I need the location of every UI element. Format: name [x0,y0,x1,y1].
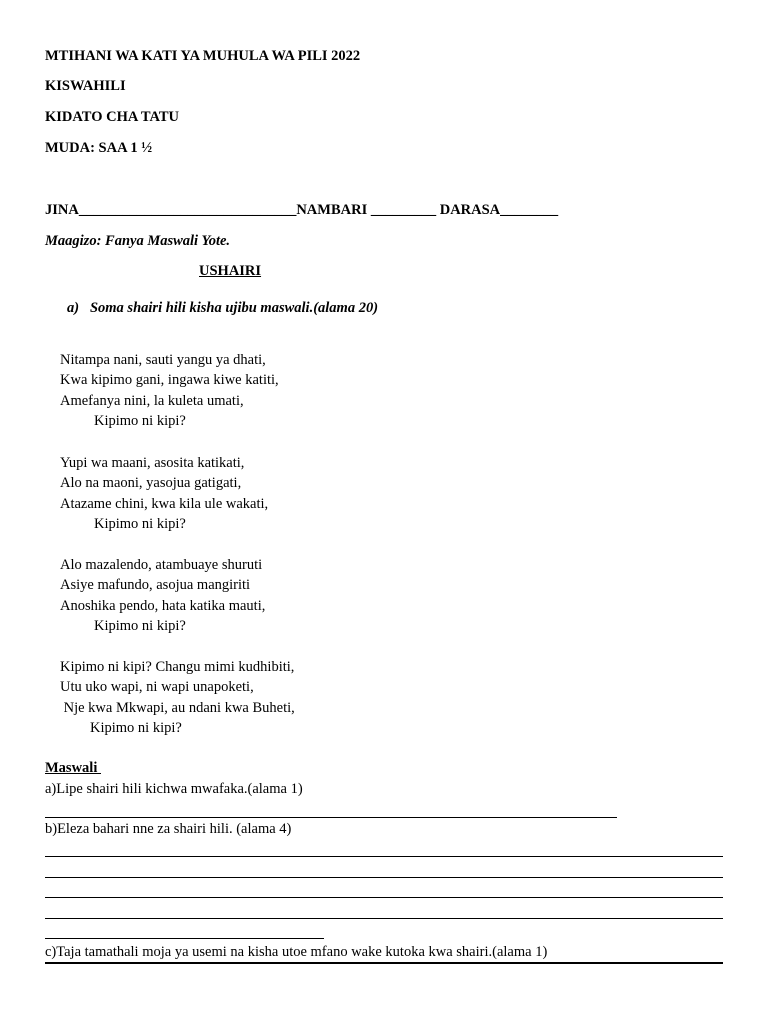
student-info-line: JINA______________________________NAMBARI _________ DARASA________ [45,202,559,218]
section-title: USHAIRI [199,263,262,279]
poem-line: Nitampa nani, sauti yangu ya dhati, [60,352,266,368]
answer-line-a[interactable] [45,817,617,818]
form-label: KIDATO CHA TATU [45,109,180,125]
duration-label: MUDA: SAA 1 ½ [45,140,153,156]
question-b-prompt: b)Eleza bahari nne za shairi hili. (alama 4) [45,821,292,837]
poem-stanza-2 [60,453,268,534]
poem-refrain: Kipimo ni kipi? [94,515,186,532]
poem-stanza-3 [60,555,265,636]
poem-line: Kipimo ni kipi? Changu mimi kudhibiti, [60,659,295,675]
question-a-prompt: a)Lipe shairi hili kichwa mwafaka.(alama 1) [45,781,303,797]
poem-refrain: Kipimo ni kipi? [90,719,182,736]
instructions: Maagizo: Fanya Maswali Yote. [45,233,231,249]
questions-heading: Maswali [45,760,101,776]
answer-line-c[interactable] [45,962,723,964]
question-a-text: Soma shairi hili kisha ujibu maswali.(alama 20) [89,300,379,316]
answer-line-b3[interactable] [45,897,723,898]
poem-refrain: Kipimo ni kipi? [94,617,186,634]
poem-line: Alo mazalendo, atambuaye shuruti [60,557,263,573]
answer-line-b5[interactable] [45,938,324,939]
poem-line: Anoshika pendo, hata katika mauti, [60,597,266,614]
answer-line-b1[interactable] [45,856,723,857]
poem-stanza-1 [60,350,279,431]
poem-line: Utu uko wapi, ni wapi unapoketi, [60,679,254,696]
poem-refrain: Kipimo ni kipi? [94,412,186,429]
poem-line: Nje kwa Mkwapi, au ndani kwa Buheti, [60,699,295,716]
poem-line: Kwa kipimo gani, ingawa kiwe katiti, [60,372,279,389]
exam-title: MTIHANI WA KATI YA MUHULA WA PILI 2022 [45,48,361,64]
question-c-prompt: c)Taja tamathali moja ya usemi na kisha utoe mfano wake kutoka kwa shairi.(alama 1) [45,944,548,960]
poem-line: Atazame chini, kwa kila ule wakati, [60,495,269,512]
poem-line: Asiye mafundo, asojua mangiriti [60,577,251,594]
answer-line-b4[interactable] [45,918,723,919]
question-a [67,300,378,317]
poem-line: Amefanya nini, la kuleta umati, [60,392,244,409]
question-a-label: a) [67,300,80,316]
subject-label: KISWAHILI [45,78,126,94]
poem-line: Alo na maoni, yasojua gatigati, [60,475,242,492]
poem-stanza-4 [60,657,295,738]
answer-line-b2[interactable] [45,877,723,878]
poem-line: Yupi wa maani, asosita katikati, [60,455,245,471]
